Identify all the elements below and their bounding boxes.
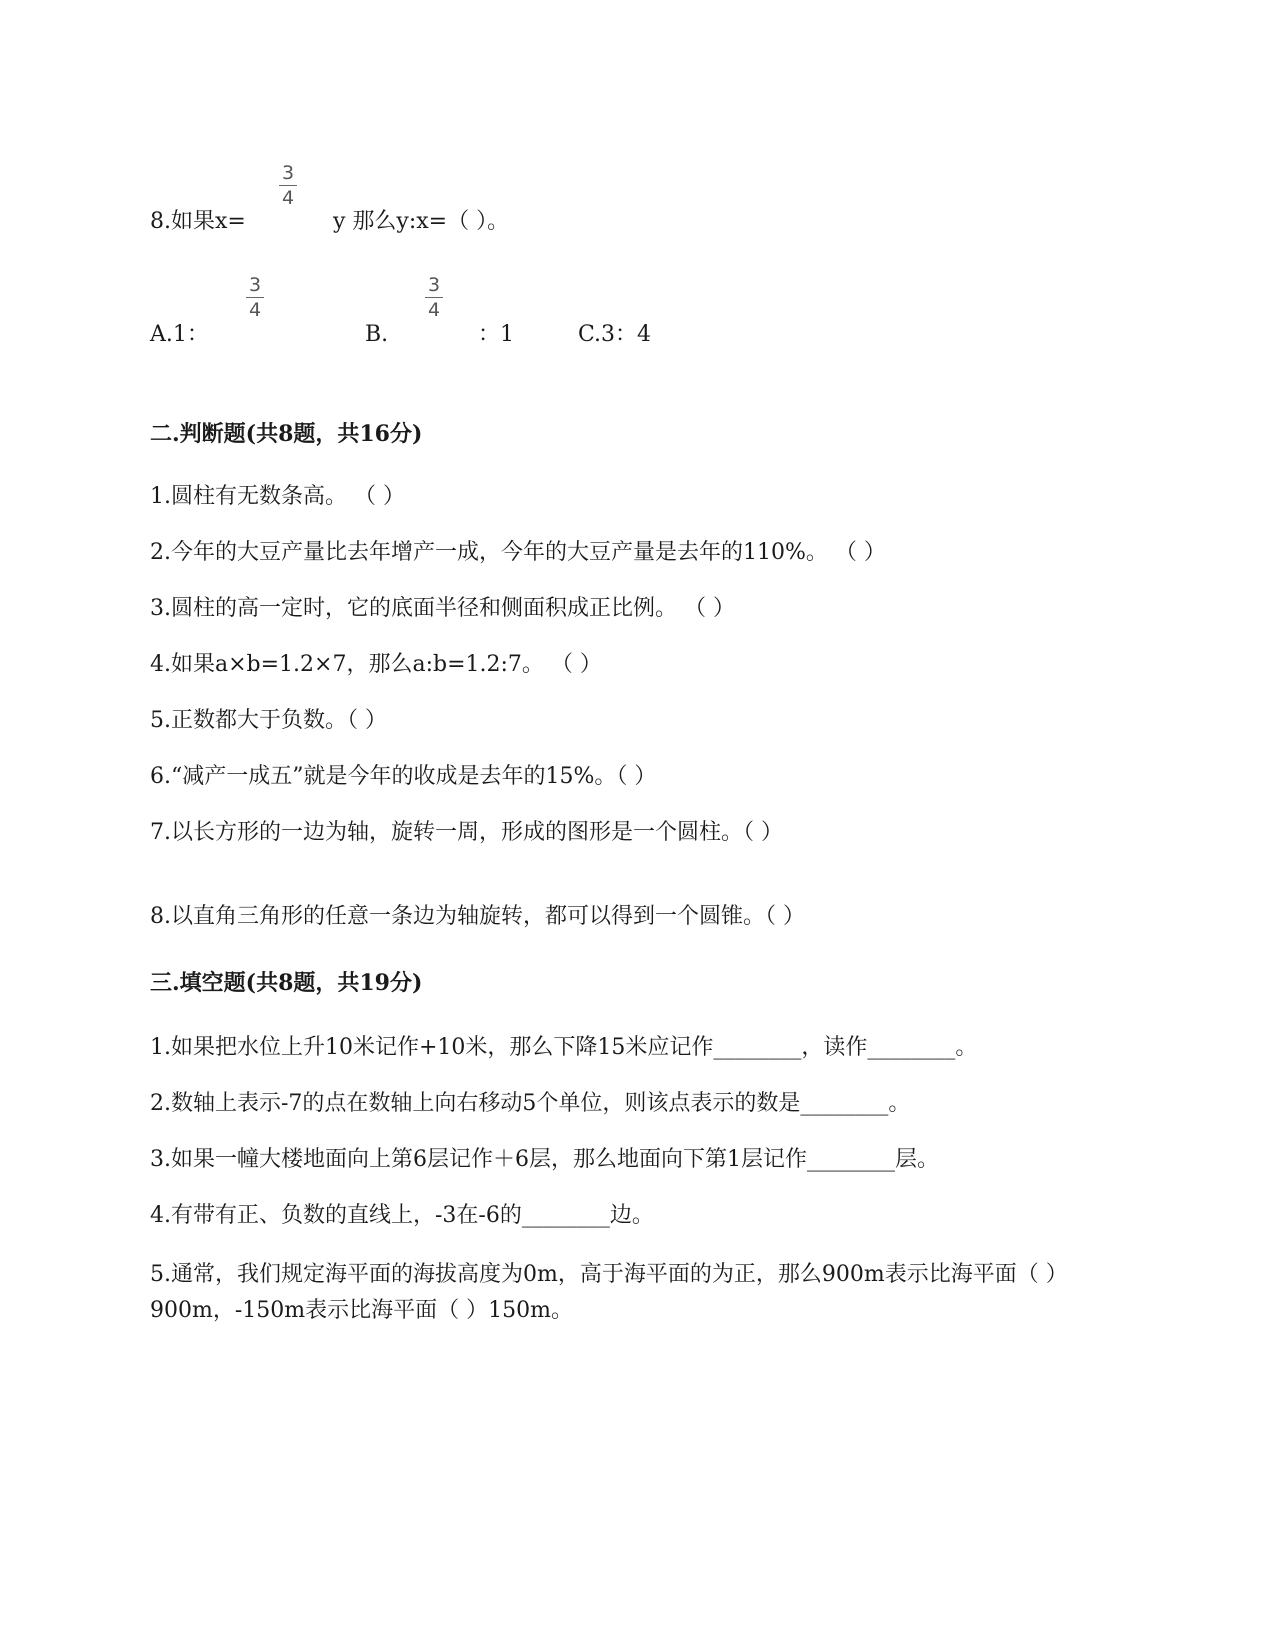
fraction-bar <box>246 297 264 298</box>
judgment-item: 3.圆柱的高一定时，它的底面半径和侧面积成正比例。 （ ） <box>150 596 735 621</box>
fill-in-item: 5.通常，我们规定海平面的海拔高度为0m，高于海平面的为正，那么900m表示比海平面（ ）900m，-150m表示比海平面（ ）150m。 <box>150 1262 1068 1323</box>
judgment-item: 4.如果a×b=1.2×7，那么a:b=1.2:7。 （ ） <box>150 652 602 677</box>
fraction-numerator: 3 <box>281 162 295 184</box>
option-a-fraction <box>244 275 266 320</box>
option-a-label: A.1： <box>150 322 209 347</box>
fraction-denominator: 4 <box>248 299 262 321</box>
option-b-fraction <box>423 275 445 320</box>
fraction-bar <box>279 185 297 186</box>
fraction-denominator: 4 <box>281 187 295 209</box>
fraction-numerator: 3 <box>427 274 441 296</box>
judgment-item: 6.“减产一成五”就是今年的收成是去年的15%。（ ） <box>150 764 657 789</box>
judgment-item: 5.正数都大于负数。（ ） <box>150 708 387 733</box>
section-heading-judgment: 二.判断题(共8题，共16分) <box>150 421 423 447</box>
judgment-item: 2.今年的大豆产量比去年增产一成，今年的大豆产量是去年的110%。 （ ） <box>150 540 886 565</box>
judgment-item: 7.以长方形的一边为轴，旋转一周，形成的图形是一个圆柱。（ ） <box>150 820 783 845</box>
q8-suffix: y 那么y:x=（ ）。 <box>333 209 510 234</box>
option-c-label: C.3：4 <box>578 322 652 347</box>
fill-in-item: 2.数轴上表示-7的点在数轴上向右移动5个单位，则该点表示的数是________。 <box>150 1091 911 1116</box>
q8-fraction <box>277 163 299 208</box>
judgment-item: 1.圆柱有无数条高。 （ ） <box>150 484 405 509</box>
judgment-item: 8.以直角三角形的任意一条边为轴旋转，都可以得到一个圆锥。（ ） <box>150 904 805 929</box>
option-b-label: B. <box>365 322 389 347</box>
fraction-numerator: 3 <box>248 274 262 296</box>
fill-in-item: 1.如果把水位上升10米记作+10米，那么下降15米应记作________，读作________。 <box>150 1035 978 1060</box>
fill-in-item: 3.如果一幢大楼地面向上第6层记作＋6层，那么地面向下第1层记作________层。 <box>150 1147 939 1172</box>
section-heading-fill-in: 三.填空题(共8题，共19分) <box>150 970 423 996</box>
fraction-denominator: 4 <box>427 299 441 321</box>
option-b-suffix: ：1 <box>478 322 514 347</box>
q8-prefix: 8.如果x= <box>150 209 246 234</box>
fill-in-item: 4.有带有正、负数的直线上，-3在-6的________边。 <box>150 1203 654 1228</box>
fraction-bar <box>425 297 443 298</box>
